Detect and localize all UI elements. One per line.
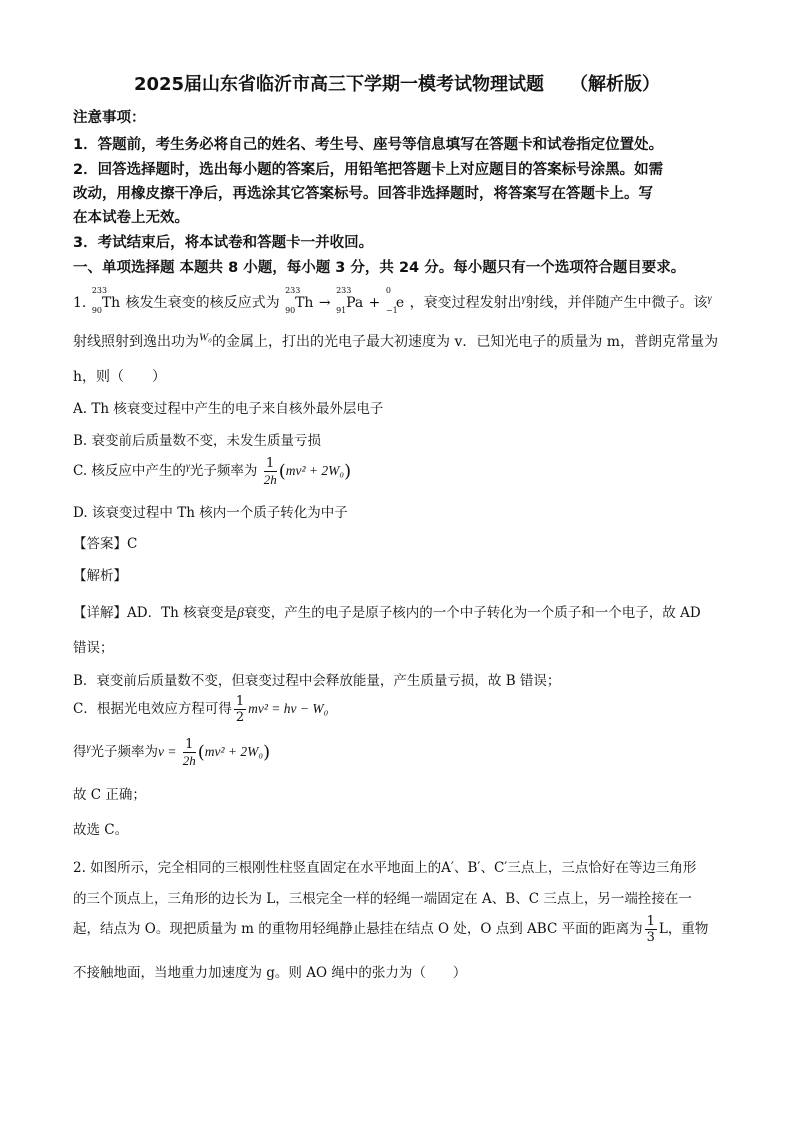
isotope-th-2 <box>285 286 314 315</box>
pa-symbol: Pa <box>346 295 364 311</box>
detail-line-3: B．衰变前后质量数不变，但衰变过程中会释放能量，产生质量亏损，故 B 错误； <box>73 673 561 689</box>
isotope-pa <box>336 286 364 315</box>
e-mass: 0 <box>385 286 391 295</box>
nu-fraction <box>183 737 196 768</box>
nu-equals: ν = <box>157 744 177 759</box>
answer-line <box>73 532 137 552</box>
paren-open: ( <box>278 461 286 482</box>
q2-line-3b: L，重物 <box>658 921 709 937</box>
detail-5b: 光子频率为 <box>90 744 158 760</box>
arrow-icon: → <box>318 295 331 311</box>
q2-line-3 <box>73 914 708 945</box>
notice-item-2: 2．回答选择题时，选出每小题的答案后，用铅笔把答题卡上对应题目的答案标号涂黑。如需 <box>73 162 664 178</box>
q2-line-1: 2. 如图所示，完全相同的三根刚性柱竖直固定在水平地面上的A′、B′、C′三点上，三点恰好在等边三角形 <box>73 860 697 876</box>
eq1-fraction <box>234 694 246 725</box>
opt-c-text-a: C. 核反应中产生的 <box>73 463 186 479</box>
th-mass: 233 <box>91 286 108 295</box>
detail-4-text: C．根据光电效应方程可得 <box>73 701 232 717</box>
detail-1a: AD．Th 核衰变是 <box>127 605 238 621</box>
th2-symbol: Th <box>295 295 314 311</box>
detail-5a: 得 <box>73 744 87 760</box>
th-symbol: Th <box>101 295 121 311</box>
th2-z: 90 <box>285 306 296 315</box>
frac-denominator: 2h <box>263 472 277 487</box>
q1-line-2b: 的金属上，打出的光电子最大初速度为 v．已知光电子的质量为 m，普朗克常量为 <box>212 334 719 350</box>
paren-open-2: ( <box>197 742 205 763</box>
beta-symbol: β <box>237 605 244 620</box>
q2-line-4: 不接触地面，当地重力加速度为 g。则 AO 绳中的张力为（ ） <box>73 965 467 981</box>
pa-z: 91 <box>336 306 347 315</box>
section-heading: 一、单项选择题 本题共 8 小题，每小题 3 分，共 24 分。每小题只有一个选项符合题目要求。 <box>73 260 686 276</box>
q2-line-3a: 起，结点为 O。现把质量为 m 的重物用轻绳静止悬挂在结点 O 处，O 点到 ABC 平面的距离为 <box>73 921 643 937</box>
eq1-rest: mv² = hν − W₀ <box>248 701 329 716</box>
q2-frac-denominator: 3 <box>646 930 655 945</box>
q2-line-2: 的三个顶点上，三角形的边长为 L，三根完全一样的轻绳一端固定在 A、B、C 三点上，另一端拴接在一 <box>73 891 692 907</box>
w0-symbol: W₀ <box>199 331 212 344</box>
gamma-symbol-2: γ <box>707 293 712 305</box>
paren-close-2: ) <box>263 742 271 763</box>
detail-line-2: 错误； <box>73 640 114 656</box>
e-z: −1 <box>385 306 398 315</box>
q2-fraction <box>645 914 657 945</box>
title-suffix: （解析版） <box>570 74 661 95</box>
opt-c-text-b: 光子频率为 <box>189 463 258 479</box>
answer-label: 【答案】 <box>73 536 127 552</box>
q1-number: 1. <box>73 295 87 311</box>
answer-value: C <box>127 536 138 552</box>
nu-expression: mv² + 2W₀ <box>204 744 264 759</box>
notice-item-3: 3．考试结束后，将本试卷和答题卡一并收回。 <box>73 235 374 251</box>
nu-frac-denominator: 2h <box>182 753 196 768</box>
th2-mass: 233 <box>285 286 301 295</box>
document-title <box>0 70 794 96</box>
title-main: 2025届山东省临沂市高三下学期一模考试物理试题 <box>133 74 545 95</box>
detail-line-5 <box>73 737 270 768</box>
isotope-th <box>91 286 121 315</box>
opt-c-fraction <box>264 456 277 487</box>
pa-mass: 233 <box>336 286 352 295</box>
gamma-symbol: γ <box>521 293 526 305</box>
detail-line-4 <box>73 694 328 725</box>
notice-item-1: 1．答题前，考生务必将自己的姓名、考生号、座号等信息填写在答题卡和试卷指定位置处。 <box>73 137 664 153</box>
q1-line-1 <box>73 286 712 315</box>
analysis-label: 【解析】 <box>73 568 127 584</box>
notice-item-2-end: 在本试卷上无效。 <box>73 210 189 226</box>
gamma-symbol-3: γ <box>185 461 190 473</box>
paren-close: ) <box>344 461 352 482</box>
plus-sign: + <box>368 295 381 311</box>
e-symbol: e <box>395 295 405 311</box>
detail-line-7: 故选 C。 <box>73 822 129 838</box>
q2-frac-numerator: 1 <box>646 914 655 929</box>
opt-c-expression: mv² + 2W₀ <box>285 463 345 478</box>
gamma-symbol-4: γ <box>86 742 91 754</box>
frac-numerator: 1 <box>264 456 277 472</box>
detail-line-6: 故 C 正确； <box>73 787 146 803</box>
nu-frac-numerator: 1 <box>183 737 196 753</box>
notice-heading: 注意事项： <box>73 110 146 126</box>
q1-line-2 <box>73 331 718 351</box>
detail-line-1 <box>73 601 701 621</box>
eq1-numerator: 1 <box>235 694 245 709</box>
q1-text-2: ，衰变过程发射出 <box>409 295 522 311</box>
q1-option-c <box>73 456 351 487</box>
notice-item-2-cont: 改动，用橡皮擦干净后，再选涂其它答案标号。回答非选择题时，将答案写在答题卡上。写 <box>73 186 653 202</box>
q1-option-a: A. Th 核衰变过程中产生的电子来自核外最外层电子 <box>73 401 384 417</box>
q1-text-3: 射线，并伴随产生中微子。该 <box>525 295 708 311</box>
q1-line-3: h，则（ ） <box>73 369 167 385</box>
detail-1b: 衰变，产生的电子是原子核内的一个中子转化为一个质子和一个电子，故 AD <box>243 605 701 621</box>
q1-option-b: B. 衰变前后质量数不变，未发生质量亏损 <box>73 433 322 449</box>
eq1-denominator: 2 <box>235 710 245 725</box>
detail-label: 【详解】 <box>73 605 127 621</box>
q1-option-d: D. 该衰变过程中 Th 核内一个质子转化为中子 <box>73 505 348 521</box>
q1-line-2a: 射线照射到逸出功为 <box>73 334 199 350</box>
q1-text-1: 核发生衰变的核反应式为 <box>125 295 280 311</box>
isotope-e <box>385 286 405 315</box>
th-z: 90 <box>91 306 102 315</box>
